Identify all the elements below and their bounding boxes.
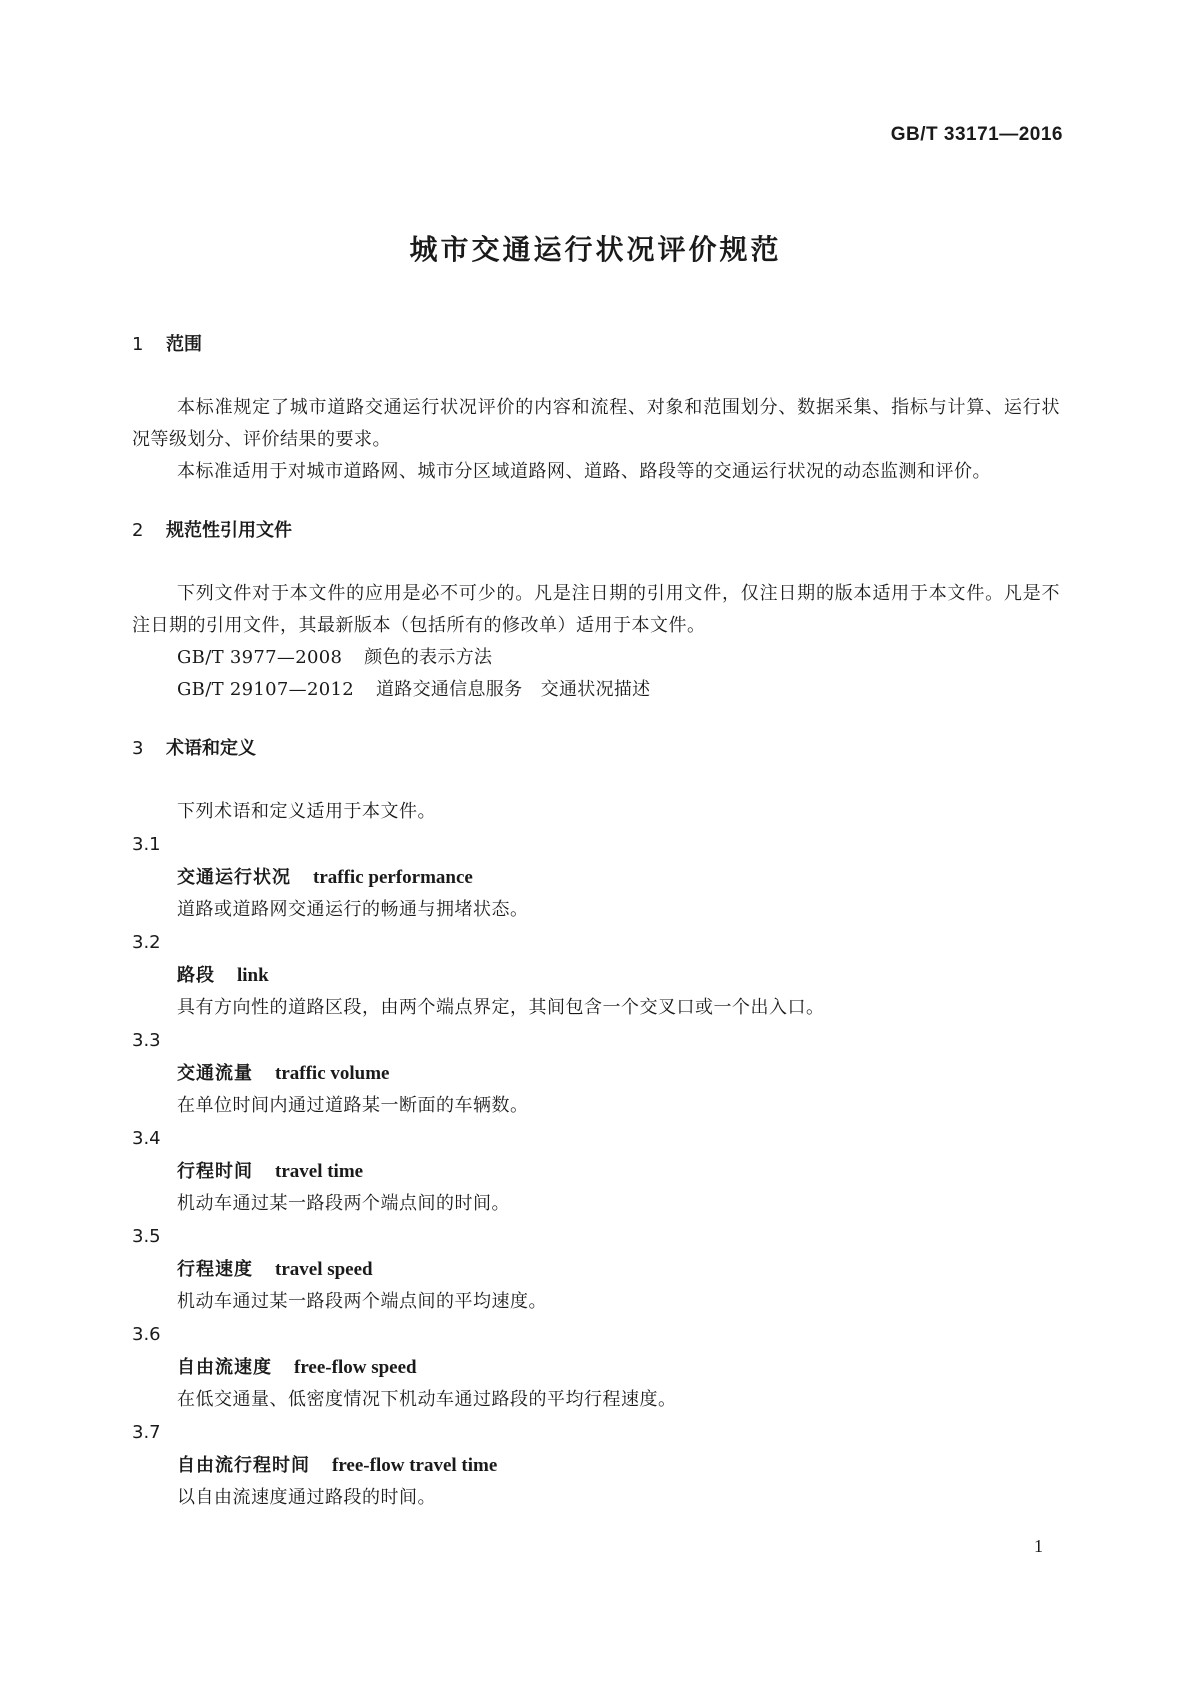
term-definition: 机动车通过某一路段两个端点间的时间。: [177, 1193, 510, 1214]
section-title: 范围: [166, 334, 202, 355]
term-zh: 自由流行程时间: [177, 1455, 310, 1476]
reference-title: 道路交通信息服务 交通状况描述: [375, 679, 651, 700]
term-name: [132, 1155, 1060, 1188]
term-name: [132, 1449, 1060, 1482]
term-en: traffic volume: [275, 1063, 390, 1084]
section-title: 规范性引用文件: [166, 520, 292, 541]
reference-item: [132, 674, 1060, 706]
term-definition: 具有方向性的道路区段，由两个端点界定，其间包含一个交叉口或一个出入口。: [177, 997, 825, 1018]
term-name: [132, 861, 1060, 894]
section-heading-scope: [132, 330, 1060, 360]
term-entry: [132, 1318, 1060, 1416]
term-en: link: [237, 965, 269, 986]
term-entry: [132, 828, 1060, 926]
reference-code: GB/T 3977—2008: [177, 647, 343, 668]
section-heading-normative-refs: [132, 516, 1060, 546]
term-id: 3.5: [132, 1226, 161, 1247]
term-en: free-flow speed: [294, 1357, 417, 1378]
term-id: 3.6: [132, 1324, 161, 1345]
term-name: [132, 1253, 1060, 1286]
normative-refs-intro: 下列文件对于本文件的应用是必不可少的。凡是注日期的引用文件，仅注日期的版本适用于本文件。凡是不注日期的引用文件，其最新版本（包括所有的修改单）适用于本文件。: [132, 583, 1060, 636]
document-body: [132, 330, 1060, 1514]
reference-item: [132, 642, 1060, 674]
term-en: travel time: [275, 1161, 364, 1182]
term-zh: 交通运行状况: [177, 867, 291, 888]
term-name: [132, 1057, 1060, 1090]
term-id: 3.2: [132, 932, 161, 953]
term-en: free-flow travel time: [332, 1455, 498, 1476]
standard-code: GB/T 33171—2016: [890, 124, 1063, 145]
scope-paragraph-2: 本标准适用于对城市道路网、城市分区域道路网、道路、路段等的交通运行状况的动态监测和评价。: [177, 461, 991, 482]
term-en: travel speed: [275, 1259, 373, 1280]
document-title: 城市交通运行状况评价规范: [409, 233, 782, 266]
term-entry: [132, 1122, 1060, 1220]
scope-paragraph-1: 本标准规定了城市道路交通运行状况评价的内容和流程、对象和范围划分、数据采集、指标与计算、运行状况等级划分、评价结果的要求。: [132, 397, 1060, 450]
term-id: 3.1: [132, 834, 161, 855]
term-id: 3.4: [132, 1128, 161, 1149]
term-entry: [132, 1416, 1060, 1514]
term-id: 3.3: [132, 1030, 161, 1051]
term-definition: 道路或道路网交通运行的畅通与拥堵状态。: [177, 899, 529, 920]
reference-code: GB/T 29107—2012: [177, 679, 354, 700]
term-id: 3.7: [132, 1422, 161, 1443]
section-number: 2: [132, 520, 144, 541]
term-name: [132, 1351, 1060, 1384]
term-name: [132, 959, 1060, 992]
page-number: 1: [1034, 1536, 1043, 1556]
reference-title: 颜色的表示方法: [364, 647, 493, 668]
term-entry: [132, 1220, 1060, 1318]
term-zh: 行程速度: [177, 1259, 253, 1280]
term-entry: [132, 926, 1060, 1024]
term-definition: 在低交通量、低密度情况下机动车通过路段的平均行程速度。: [177, 1389, 677, 1410]
section-number: 1: [132, 334, 144, 355]
term-zh: 路段: [177, 965, 215, 986]
section-number: 3: [132, 738, 144, 759]
term-definition: 以自由流速度通过路段的时间。: [177, 1487, 436, 1508]
term-zh: 行程时间: [177, 1161, 253, 1182]
term-zh: 自由流速度: [177, 1357, 272, 1378]
section-title: 术语和定义: [166, 738, 256, 759]
term-entry: [132, 1024, 1060, 1122]
term-en: traffic performance: [313, 867, 473, 888]
terms-intro: 下列术语和定义适用于本文件。: [177, 801, 436, 822]
term-definition: 机动车通过某一路段两个端点间的平均速度。: [177, 1291, 547, 1312]
section-heading-terms: [132, 734, 1060, 764]
term-definition: 在单位时间内通过道路某一断面的车辆数。: [177, 1095, 529, 1116]
term-zh: 交通流量: [177, 1063, 253, 1084]
